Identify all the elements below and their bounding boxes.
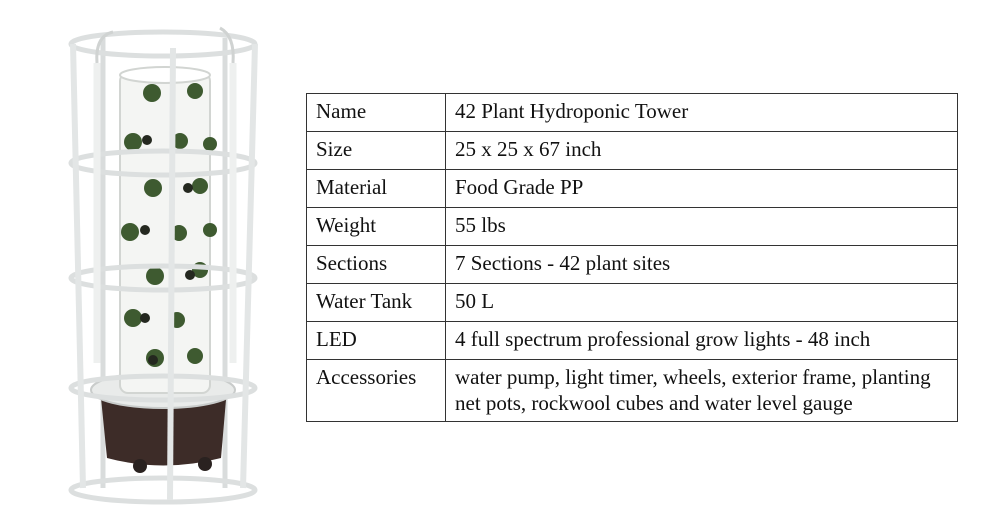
table-row (307, 208, 958, 246)
spec-value: water pump, light timer, wheels, exterior frame, planting net pots, rockwool cubes and water level gauge (446, 360, 958, 422)
table-row (307, 132, 958, 170)
table-row (307, 246, 958, 284)
spec-value: 7 Sections - 42 plant sites (446, 246, 958, 284)
spec-label: Sections (307, 246, 446, 284)
table-row (307, 322, 958, 360)
spec-label: Water Tank (307, 284, 446, 322)
spec-label: Accessories (307, 360, 446, 422)
table-row (307, 360, 958, 422)
table-row (307, 284, 958, 322)
table-row (307, 170, 958, 208)
spec-label: Size (307, 132, 446, 170)
wheel-icon (133, 459, 147, 473)
spec-value: 4 full spectrum professional grow lights - 48 inch (446, 322, 958, 360)
spec-label: LED (307, 322, 446, 360)
specs-table (306, 93, 958, 422)
spec-value: 42 Plant Hydroponic Tower (446, 94, 958, 132)
spec-value: 55 lbs (446, 208, 958, 246)
table-row (307, 94, 958, 132)
spec-value: Food Grade PP (446, 170, 958, 208)
spec-value: 50 L (446, 284, 958, 322)
spec-label: Material (307, 170, 446, 208)
hydroponic-tower-image (55, 18, 270, 513)
spec-label: Name (307, 94, 446, 132)
spec-value: 25 x 25 x 67 inch (446, 132, 958, 170)
spec-label: Weight (307, 208, 446, 246)
wheel-icon (198, 457, 212, 471)
